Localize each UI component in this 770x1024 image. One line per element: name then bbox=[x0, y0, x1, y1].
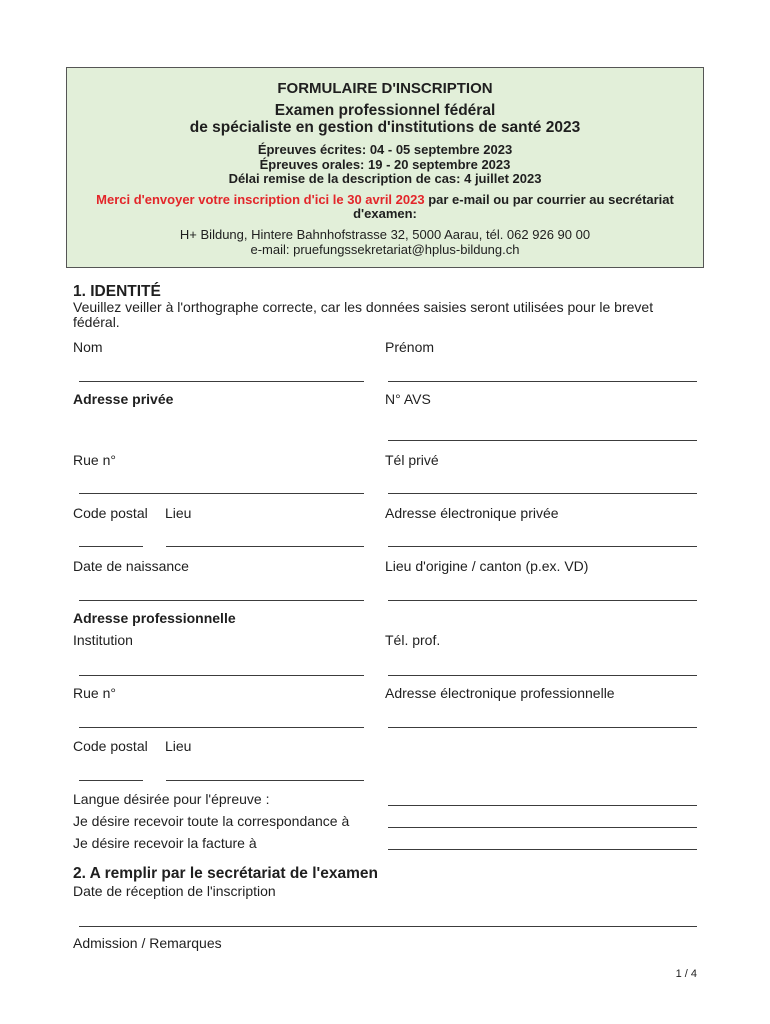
professional-city-field[interactable] bbox=[166, 762, 364, 781]
last-name-label: Nom bbox=[73, 339, 103, 355]
written-exam-dates: Épreuves écrites: 04 - 05 septembre 2023 bbox=[257, 142, 513, 157]
exam-language-label: Langue désirée pour l'épreuve : bbox=[73, 791, 270, 807]
oral-exam-dates: Épreuves orales: 19 - 20 septembre 2023 bbox=[259, 156, 511, 172]
invoice-address-field[interactable] bbox=[388, 831, 697, 850]
received-date-field[interactable] bbox=[79, 908, 697, 927]
institution-label: Institution bbox=[73, 632, 133, 648]
private-phone-label: Tél privé bbox=[385, 452, 439, 468]
last-name-field[interactable] bbox=[79, 363, 364, 382]
exam-language-field[interactable] bbox=[388, 787, 697, 806]
private-address-heading: Adresse privée bbox=[73, 391, 174, 407]
case-description-deadline: Délai remise de la description de cas: 4 juillet 2023 bbox=[228, 171, 542, 186]
institution-field[interactable] bbox=[79, 657, 364, 676]
registration-deadline-text-continued: d'examen: bbox=[353, 206, 417, 221]
birth-date-field[interactable] bbox=[79, 582, 364, 601]
professional-phone-label: Tél. prof. bbox=[385, 632, 441, 648]
identity-intro-line: fédéral. bbox=[73, 314, 120, 330]
professional-city-label: Lieu bbox=[165, 738, 192, 754]
professional-street-label: Rue n° bbox=[73, 685, 116, 701]
private-postcode-field[interactable] bbox=[79, 528, 143, 547]
correspondence-address-field[interactable] bbox=[388, 809, 697, 828]
form-title: FORMULAIRE D'INSCRIPTION bbox=[277, 80, 493, 97]
professional-postcode-field[interactable] bbox=[79, 762, 143, 781]
page-number: 1 / 4 bbox=[675, 968, 697, 980]
section-identity-heading: 1. IDENTITÉ bbox=[73, 283, 161, 300]
avs-number-label: N° AVS bbox=[385, 391, 431, 407]
private-phone-field[interactable] bbox=[388, 475, 697, 494]
admission-remarks-label: Admission / Remarques bbox=[73, 935, 222, 951]
received-date-label: Date de réception de l'inscription bbox=[73, 883, 276, 899]
identity-intro bbox=[73, 300, 653, 330]
secretariat-contact bbox=[67, 227, 703, 257]
professional-phone-field[interactable] bbox=[388, 657, 697, 676]
first-name-label: Prénom bbox=[385, 339, 435, 355]
registration-deadline-line bbox=[67, 193, 703, 207]
private-email-label: Adresse électronique privée bbox=[385, 505, 559, 521]
avs-number-field[interactable] bbox=[388, 422, 697, 441]
secretariat-email: e-mail: pruefungssekretariat@hplus-bildung.ch bbox=[250, 241, 520, 257]
professional-email-field[interactable] bbox=[388, 709, 697, 728]
private-street-field[interactable] bbox=[79, 475, 364, 494]
private-city-label: Lieu bbox=[165, 505, 192, 521]
place-of-origin-label: Lieu d'origine / canton (p.ex. VD) bbox=[385, 558, 589, 574]
professional-postcode-label: Code postal bbox=[73, 738, 148, 754]
private-street-label: Rue n° bbox=[73, 452, 116, 468]
birth-date-label: Date de naissance bbox=[73, 558, 189, 574]
section-secretariat-heading: 2. A remplir par le secrétariat de l'examen bbox=[73, 865, 378, 882]
private-city-field[interactable] bbox=[166, 528, 364, 547]
exam-name-line-2: de spécialiste en gestion d'institutions de santé 2023 bbox=[189, 119, 581, 136]
first-name-field[interactable] bbox=[388, 363, 697, 382]
exam-schedule bbox=[67, 143, 703, 187]
professional-address-heading: Adresse professionnelle bbox=[73, 610, 236, 626]
private-postcode-label: Code postal bbox=[73, 505, 148, 521]
header-box bbox=[66, 67, 704, 268]
registration-deadline-notice bbox=[67, 193, 703, 221]
exam-name-line-1: Examen professionnel fédéral bbox=[274, 102, 496, 119]
professional-email-label: Adresse électronique professionnelle bbox=[385, 685, 615, 701]
registration-deadline-highlight: Merci d'envoyer votre inscription d'ici le 30 avril 2023 bbox=[96, 192, 425, 207]
private-email-field[interactable] bbox=[388, 528, 697, 547]
registration-deadline-text: par e-mail ou par courrier au secrétariat bbox=[428, 192, 674, 207]
place-of-origin-field[interactable] bbox=[388, 582, 697, 601]
correspondence-address-label: Je désire recevoir toute la correspondance à bbox=[73, 813, 350, 829]
secretariat-address: H+ Bildung, Hintere Bahnhofstrasse 32, 5000 Aarau, tél. 062 926 90 00 bbox=[179, 226, 591, 242]
professional-street-field[interactable] bbox=[79, 709, 364, 728]
identity-intro-line: Veuillez veiller à l'orthographe correcte, car les données saisies seront utilisées pour le brevet bbox=[73, 299, 654, 315]
invoice-address-label: Je désire recevoir la facture à bbox=[73, 835, 257, 851]
